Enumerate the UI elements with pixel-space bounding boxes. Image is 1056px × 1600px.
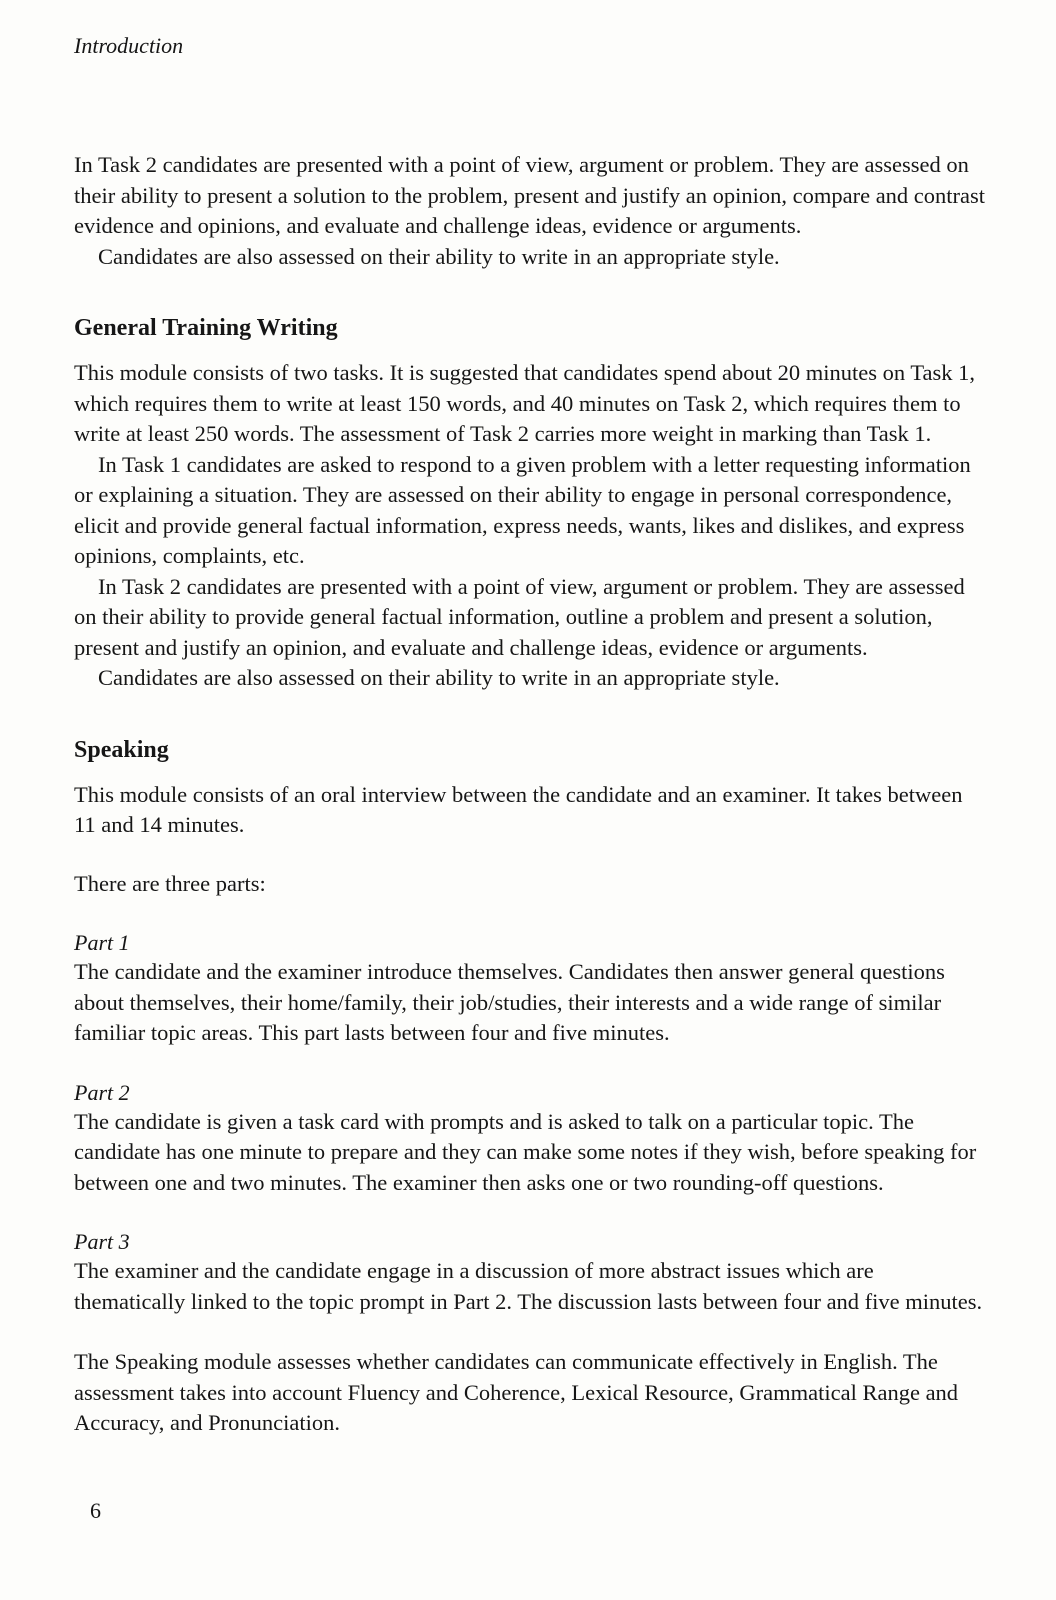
academic-task2-paragraph: In Task 2 candidates are presented with a point of view, argument or problem. They are assessed on their ability to present a solution to the problem, present and justify an opinion, compare and contrast evidence and opinions, and evaluate and challenge ideas, evidence or arguments. (74, 152, 986, 238)
general-training-heading: General Training Writing (74, 315, 338, 341)
speaking-part-1 (74, 929, 986, 1049)
speaking-part-2 (74, 1079, 986, 1199)
part-label: Part 2 (74, 1079, 130, 1105)
gt-task2-paragraph: In Task 2 candidates are presented with a point of view, argument or problem. They are assessed on their ability to provide general factual information, outline a problem and present a solution, present and justify an opinion, and evaluate and challenge ideas, evidence or arguments. (74, 573, 965, 660)
speaking-intro-paragraph: This module consists of an oral interview between the candidate and an examiner. It takes between 11 and 14 minutes. (74, 781, 963, 837)
gt-intro-paragraph: This module consists of two tasks. It is suggested that candidates spend about 20 minutes on Task 1, which requires them to write at least 150 words, and 40 minutes on Task 2, which requires them to write at least 250 words. The assessment of Task 2 carries more weight in marking than Task 1. (74, 360, 976, 446)
speaking-closing-paragraph: The Speaking module assesses whether candidates can communicate effectively in English. The assessment takes into account Fluency and Coherence, Lexical Resource, Grammatical Range and Accuracy, and Pronunciation. (74, 1349, 959, 1435)
speaking-heading: Speaking (74, 736, 169, 763)
part-label: Part 1 (74, 930, 130, 955)
gt-task1-paragraph: In Task 1 candidates are asked to respond to a given problem with a letter requesting information or explaining a situation. They are assessed on their ability to engage in personal correspondence, elicit and provide general factual information, express needs, wants, likes and dislikes, and express opinions, complaints, etc. (74, 451, 971, 568)
academic-style-paragraph: Candidates are also assessed on their ability to write in an appropriate style. (98, 243, 780, 269)
part-text: The examiner and the candidate engage in a discussion of more abstract issues which are thematically linked to the topic prompt in Part 2. The discussion lasts between four and five minutes. (74, 1258, 983, 1314)
three-parts-line: There are three parts: (74, 870, 266, 896)
part-text: The candidate is given a task card with prompts and is asked to talk on a particular topic. The candidate has one minute to prepare and they can make some notes if they wish, before speaking for between one and two minutes. The examiner then asks one or two rounding-off questions. (74, 1108, 977, 1195)
gt-style-paragraph: Candidates are also assessed on their ability to write in an appropriate style. (98, 665, 780, 690)
part-text: The candidate and the examiner introduce themselves. Candidates then answer general questions about themselves, their home/family, their job/studies, their interests and a wide range of similar familiar topic areas. This part lasts between four and five minutes. (74, 959, 945, 1045)
running-head: Introduction (74, 33, 184, 58)
page-number: 6 (90, 1498, 101, 1523)
speaking-part-3 (74, 1228, 986, 1317)
part-label: Part 3 (74, 1229, 130, 1254)
